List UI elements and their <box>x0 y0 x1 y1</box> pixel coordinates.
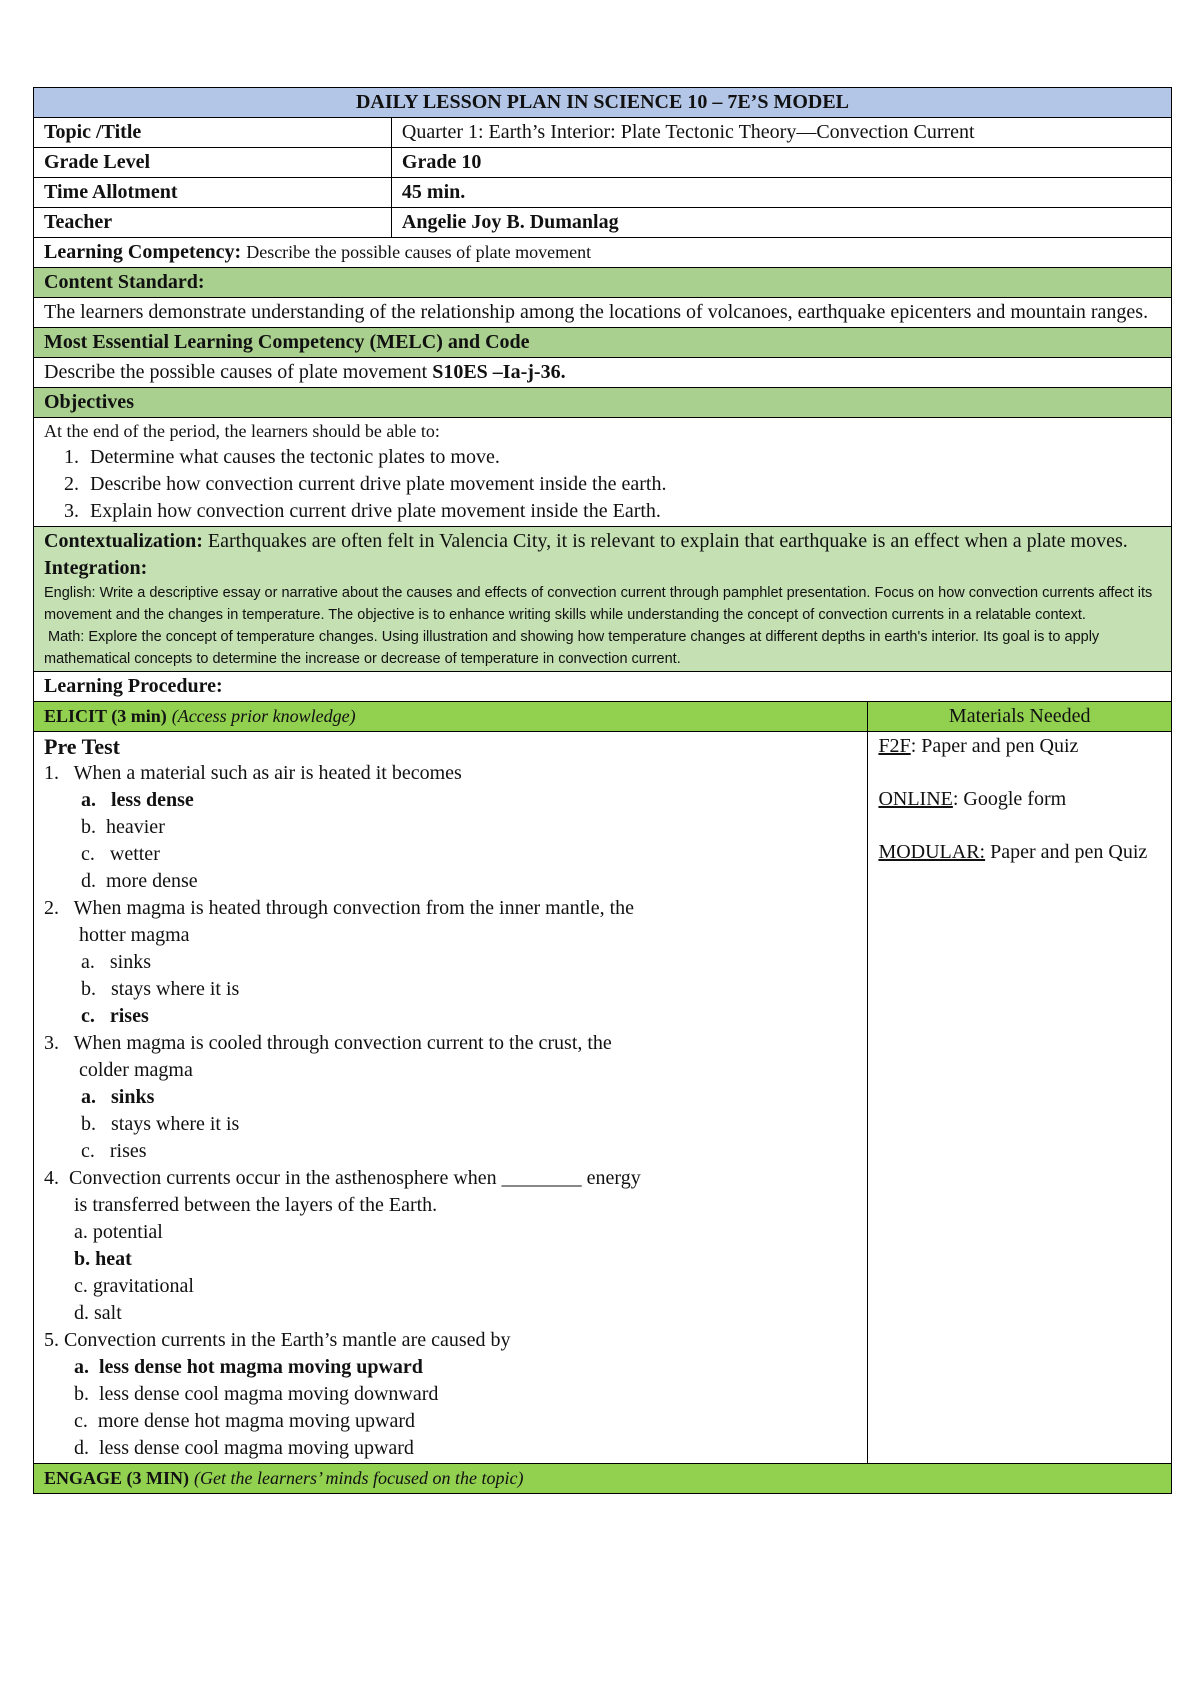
melc-text: Describe the possible causes of plate movement <box>44 361 428 383</box>
learning-procedure-row <box>34 672 1172 702</box>
elicit-header-row <box>34 702 1172 732</box>
info-row <box>34 178 1172 208</box>
elicit-note: (Access prior knowledge) <box>171 706 356 726</box>
learning-competency-text: Describe the possible causes of plate movement <box>246 242 592 262</box>
info-label: Grade Level <box>34 148 392 178</box>
material-mode: ONLINE <box>878 788 953 810</box>
question-option: c. gravitational <box>74 1275 194 1297</box>
question-stem: 4. Convection currents occur in the asthenosphere when ________ energy <box>44 1167 641 1189</box>
material-mode: MODULAR: <box>878 841 986 863</box>
content-standard-text: The learners demonstrate understanding of the relationship among the locations of volcanoes, earthquake epicenters and mountain ranges. <box>34 298 1172 328</box>
question-stem: 5. Convection currents in the Earth’s mantle are caused by <box>44 1329 511 1351</box>
lesson-plan-page <box>33 87 1172 1494</box>
contextualization-row <box>34 527 1172 672</box>
info-row <box>34 148 1172 178</box>
material-text: : Paper and pen Quiz <box>910 735 1079 757</box>
math-text: Explore the concept of temperature changes. Using illustration and showing how temperature changes at different depths in earth's interior. Its goal is to apply mathematical concepts to determine the increase or decrease of temperature in convection current. <box>44 629 1100 667</box>
plan-title: DAILY LESSON PLAN IN SCIENCE 10 – 7E’S MODEL <box>34 88 1172 118</box>
material-mode: F2F <box>878 735 911 757</box>
melc-label: Most Essential Learning Competency (MELC) and Code <box>34 328 1172 358</box>
question-option: b. heavier <box>81 816 165 838</box>
info-label: Time Allotment <box>34 178 392 208</box>
question-option-correct: a. less dense hot magma moving upward <box>74 1356 423 1378</box>
contextualization-block <box>44 528 1161 555</box>
question-option: b. stays where it is <box>81 978 240 1000</box>
math-label: Math: <box>48 629 85 645</box>
learning-procedure-label: Learning Procedure: <box>34 672 1172 702</box>
learning-competency-row <box>34 238 1172 268</box>
content-standard-row <box>34 298 1172 328</box>
engage-label: ENGAGE (3 MIN) <box>44 1468 189 1488</box>
material-item <box>878 733 1161 760</box>
material-item <box>878 786 1161 813</box>
question-stem: 1. When a material such as air is heated it becomes <box>44 762 462 784</box>
melc-header-row <box>34 328 1172 358</box>
grade-value: Grade 10 <box>391 148 1171 178</box>
question-option: d. more dense <box>81 870 198 892</box>
question-stem: 2. When magma is heated through convection from the inner mantle, the <box>44 897 635 919</box>
question-stem-cont: is transferred between the layers of the Earth. <box>74 1194 438 1216</box>
materials-cell <box>868 732 1172 1464</box>
integration-label: Integration: <box>44 557 148 579</box>
question-option: c. rises <box>81 1140 147 1162</box>
question-option: b. less dense cool magma moving downward <box>74 1383 439 1405</box>
question-option-correct: c. rises <box>81 1005 149 1027</box>
engage-header-row <box>34 1464 1172 1494</box>
lesson-plan-table <box>33 87 1172 1494</box>
info-label: Teacher <box>34 208 392 238</box>
question-option: b. stays where it is <box>81 1113 240 1135</box>
question-option-correct: b. heat <box>74 1248 132 1270</box>
contextualization-label: Contextualization: <box>44 530 203 552</box>
contextualization-text: Earthquakes are often felt in Valencia City, it is relevant to explain that earthquake is an effect when a plate moves. <box>207 530 1128 552</box>
pretest-cell <box>34 732 868 1464</box>
melc-code: S10ES –Ia-j-36. <box>432 361 566 383</box>
info-row <box>34 208 1172 238</box>
question-option: c. more dense hot magma moving upward <box>74 1410 416 1432</box>
question-option: d. less dense cool magma moving upward <box>74 1437 414 1459</box>
question-option: d. salt <box>74 1302 122 1324</box>
question-stem-cont: colder magma <box>79 1059 193 1081</box>
question-option-correct: a. less dense <box>81 789 194 811</box>
info-row <box>34 118 1172 148</box>
material-text: Paper and pen Quiz <box>985 841 1148 863</box>
objectives-row <box>34 418 1172 527</box>
material-item <box>878 839 1161 866</box>
objectives-list <box>44 444 1161 525</box>
question-stem: 3. When magma is cooled through convection current to the crust, the <box>44 1032 612 1054</box>
materials-header: Materials Needed <box>868 702 1172 732</box>
content-standard-label: Content Standard: <box>34 268 1172 298</box>
content-standard-header-row <box>34 268 1172 298</box>
question-option-correct: a. sinks <box>81 1086 155 1108</box>
objectives-header-row <box>34 388 1172 418</box>
integration-math <box>44 626 1161 670</box>
objectives-intro: At the end of the period, the learners should be able to: <box>44 421 440 441</box>
question-stem-cont: hotter magma <box>79 924 190 946</box>
topic-value: Quarter 1: Earth’s Interior: Plate Tectonic Theory—Convection Current <box>391 118 1171 148</box>
question-option: a. sinks <box>81 951 151 973</box>
teacher-value: Angelie Joy B. Dumanlag <box>391 208 1171 238</box>
objectives-label: Objectives <box>34 388 1172 418</box>
objective-item: 2. Describe how convection current drive plate movement inside the earth. <box>84 471 1161 498</box>
pretest-title: Pre Test <box>44 734 120 759</box>
elicit-content-row <box>34 732 1172 1464</box>
material-text: : Google form <box>952 788 1067 810</box>
question-option: a. potential <box>74 1221 163 1243</box>
title-row <box>34 88 1172 118</box>
info-label: Topic /Title <box>34 118 392 148</box>
integration-english <box>44 582 1161 626</box>
question-option: c. wetter <box>81 843 160 865</box>
objective-item: 3. Explain how convection current drive plate movement inside the Earth. <box>84 498 1161 525</box>
engage-note: (Get the learners’ minds focused on the topic) <box>194 1468 524 1488</box>
elicit-label: ELICIT (3 min) <box>44 706 167 726</box>
time-value: 45 min. <box>391 178 1171 208</box>
learning-competency-label: Learning Competency: <box>44 241 242 263</box>
english-label: English: <box>44 585 96 601</box>
melc-row <box>34 358 1172 388</box>
objective-item: 1. Determine what causes the tectonic plates to move. <box>84 444 1161 471</box>
english-text: Write a descriptive essay or narrative about the causes and effects of convection current through pamphlet presentation. Focus on how convection currents affect its movement and the changes in temperature. The objective is to enhance writing skills while understanding the concept of convection currents in a relatable context. <box>44 585 1153 623</box>
